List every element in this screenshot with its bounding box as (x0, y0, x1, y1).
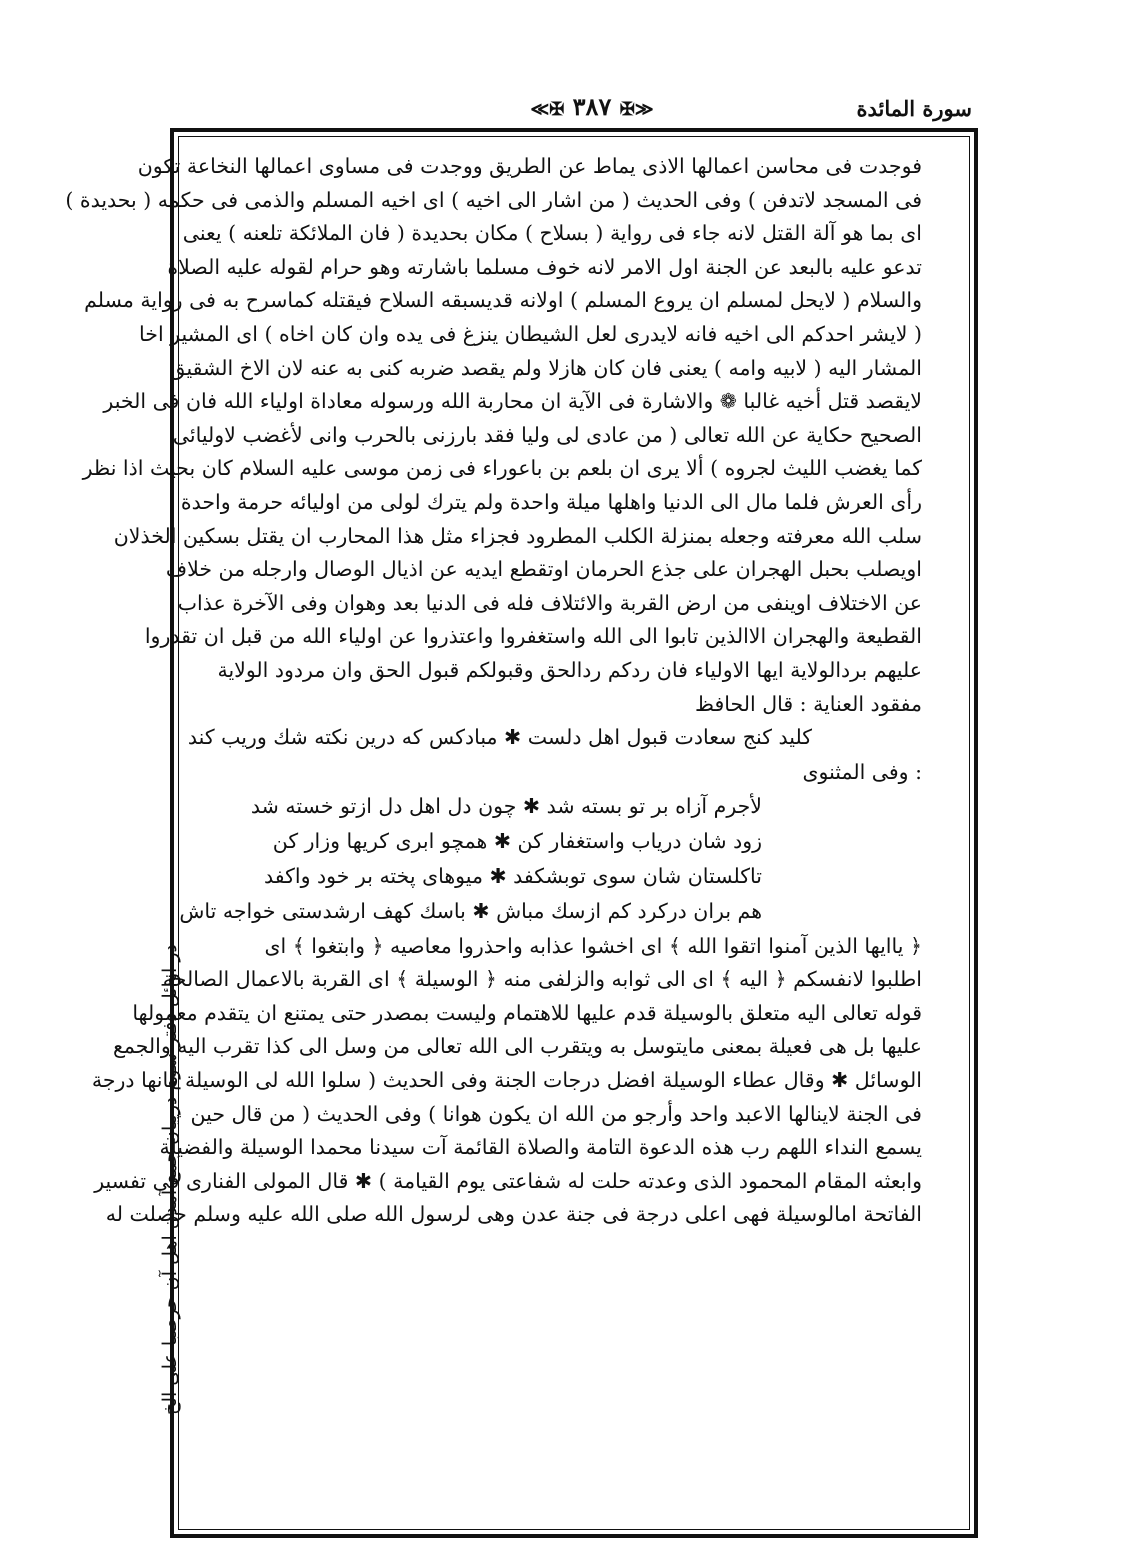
text-line: اى بما هو آلة القتل لانه جاء فى رواية ( بسلاح ) مكان بحديدة ( فان الملائكة تلعنه ) يعنى (182, 221, 922, 246)
text-line: عليهم بردالولاية ايها الاولياء فان ردكم ردالحق وقبولكم قبول الحق وان مردود الولاية (217, 657, 922, 682)
text-line: كما يغضب الليث لجروه ) ألا يرى ان بلعم بن باعوراء فى زمن موسى عليه السلام كان بحيث اذا نظر (82, 456, 922, 481)
masnavi-verse: لأجرم آزاه بر تو بسته شد ✱ چون دل اهل دل ازتو خسته شد (250, 793, 762, 818)
text-line: والسلام ( لايحل لمسلم ان يروع المسلم ) اولانه قديسبقه السلاح فيقتله كماسرح به فى رواية مسلم (84, 288, 922, 313)
text-line: سلب الله معرفته وجعله بمنزلة الكلب المطرود فجزاء مثل هذا المحارب ان يقتل بسكين الخذلان (113, 523, 922, 548)
text-line: ( لايشر احدكم الى اخيه فانه لايدرى لعل الشيطان ينزغ فى يده وان كان اخاه ) اى المشير اخا (139, 321, 922, 346)
text-line: الصحيح حكاية عن الله تعالى ( من عادى لى وليا فقد بارزنى بالحرب وانى لأغضب لاوليائى (172, 422, 922, 447)
page-number-group (472, 92, 712, 121)
text-line: عن الاختلاف اوينفى من ارض القربة والائتلاف فله فى الدنيا بعد وهوان وفى الآخرة عذاب (177, 590, 922, 615)
surah-name: سورة المائدة (856, 96, 972, 121)
text-line: لايقصد قتل أخيه غالبا ❁ والاشارة فى الآية ان محاربة الله ورسوله معاداة اولياء الله فان فى الخبر (103, 389, 922, 414)
text-line: مفقود العناية : قال الحافظ (695, 691, 922, 716)
text-line: فى المسجد لاتدفن ) وفى الحديث ( من اشار الى اخيه ) اى اخيه المسلم والذمى فى حكمه ( بحديدة ) (65, 187, 922, 212)
masnavi-verse: زود شان درياب واستغفار كن ✱ همچو ابرى كريها وزار كن (272, 828, 762, 853)
text-line: يسمع النداء اللهم رب هذه الدعوة التامة والصلاة القائمة آت سيدنا محمدا الوسيلة والفضيلة (159, 1135, 922, 1160)
text-line: ﴿ ياايها الذين آمنوا اتقوا الله ﴾ اى اخشوا عذابه واحذروا معاصيه ﴿ وابتغوا ﴾ اى (264, 933, 922, 958)
text-line: فوجدت فى محاسن اعمالها الاذى يماط عن الطريق ووجدت فى مساوى اعمالها النخاعة تكون (137, 154, 922, 178)
masnavi-verse: تاكلستان شان سوى توبشكفد ✱ ميوهاى پخته بر خود واكفد (264, 863, 762, 888)
text-line: تدعو عليه بالبعد عن الجنة اول الامر لانه خوف مسلما باشارته وهو حرام لقوله عليه الصلاة (167, 254, 922, 279)
text-line: الوسائل ✱ وقال عطاء الوسيلة افضل درجات الجنة وفى الحديث ( سلوا الله لى الوسيلة فانها درجة (91, 1068, 922, 1093)
margin-note: در اوائل دفتر سوم درپیان جمع آمدن اهل آن حرصبا علی الخ (159, 944, 181, 1416)
text-line: عليها بل هى فعيلة بمعنى مايتوسل به ويتقرب الى الله تعالى من وسل الى كذا تقرب اليه والجمع (112, 1034, 922, 1059)
text-line: وابعثه المقام المحمود الذى وعدته حلت له شفاعتى يوم القيامة ) ✱ قال المولى الفنارى فى تفسير (94, 1168, 922, 1193)
page-number: ٣٨٧ (572, 92, 612, 121)
text-line: اويصلب بحبل الهجران على جذع الحرمان اوتقطع ايديه عن اذيال الوصال وارجله من خلاف (165, 557, 922, 582)
masnavi-intro: : وفى المثنوى (802, 760, 922, 785)
text-line: القطيعة والهجران الاالذين تابوا الى الله واستغفروا واعتذروا عن اولياء الله من قبل ان تقدروا (144, 624, 922, 649)
hafiz-verse: كليد كنج سعادت قبول اهل دلست ✱ مبادكس كه درين نكته شك وريب كند (187, 725, 812, 750)
text-line: رأى العرش فلما مال الى الدنيا واهلها ميلة واحدة ولم يترك لولى من اوليائه حرمة واحدة (180, 489, 922, 514)
text-line: فى الجنة لاينالها الاعبد واحد وأرجو من الله ان يكون هوانا ) وفى الحديث ( من قال حين (190, 1101, 922, 1126)
masnavi-verse: هم بران دركرد كم ازسك مباش ✱ باسك كهف ارشدستى خواجه تاش (179, 898, 762, 923)
text-line: الفاتحة امالوسيلة فهى اعلى درجة فى جنة عدن وهى لرسول الله صلى الله عليه وسلم حصلت له (105, 1202, 922, 1227)
text-line: قوله تعالى اليه متعلق بالوسيلة قدم عليها للاهتمام وليست بمصدر حتى يمتنع ان يتقدم معمولها (132, 1000, 922, 1025)
ornament-right-icon: ✠≫ (619, 99, 654, 120)
text-line: اطلبوا لانفسكم ﴿ اليه ﴾ اى الى ثوابه والزلفى منه ﴿ الوسيلة ﴾ اى القربة بالاعمال الصالحة (162, 967, 922, 992)
ornament-left-icon: ≪✠ (530, 99, 565, 120)
page-header (172, 92, 972, 128)
text-line: المشار اليه ( لابيه وامه ) يعنى فان كان هازلا ولم يقصد ضربه كنى به عنه لان الاخ الشقيق (169, 355, 922, 380)
